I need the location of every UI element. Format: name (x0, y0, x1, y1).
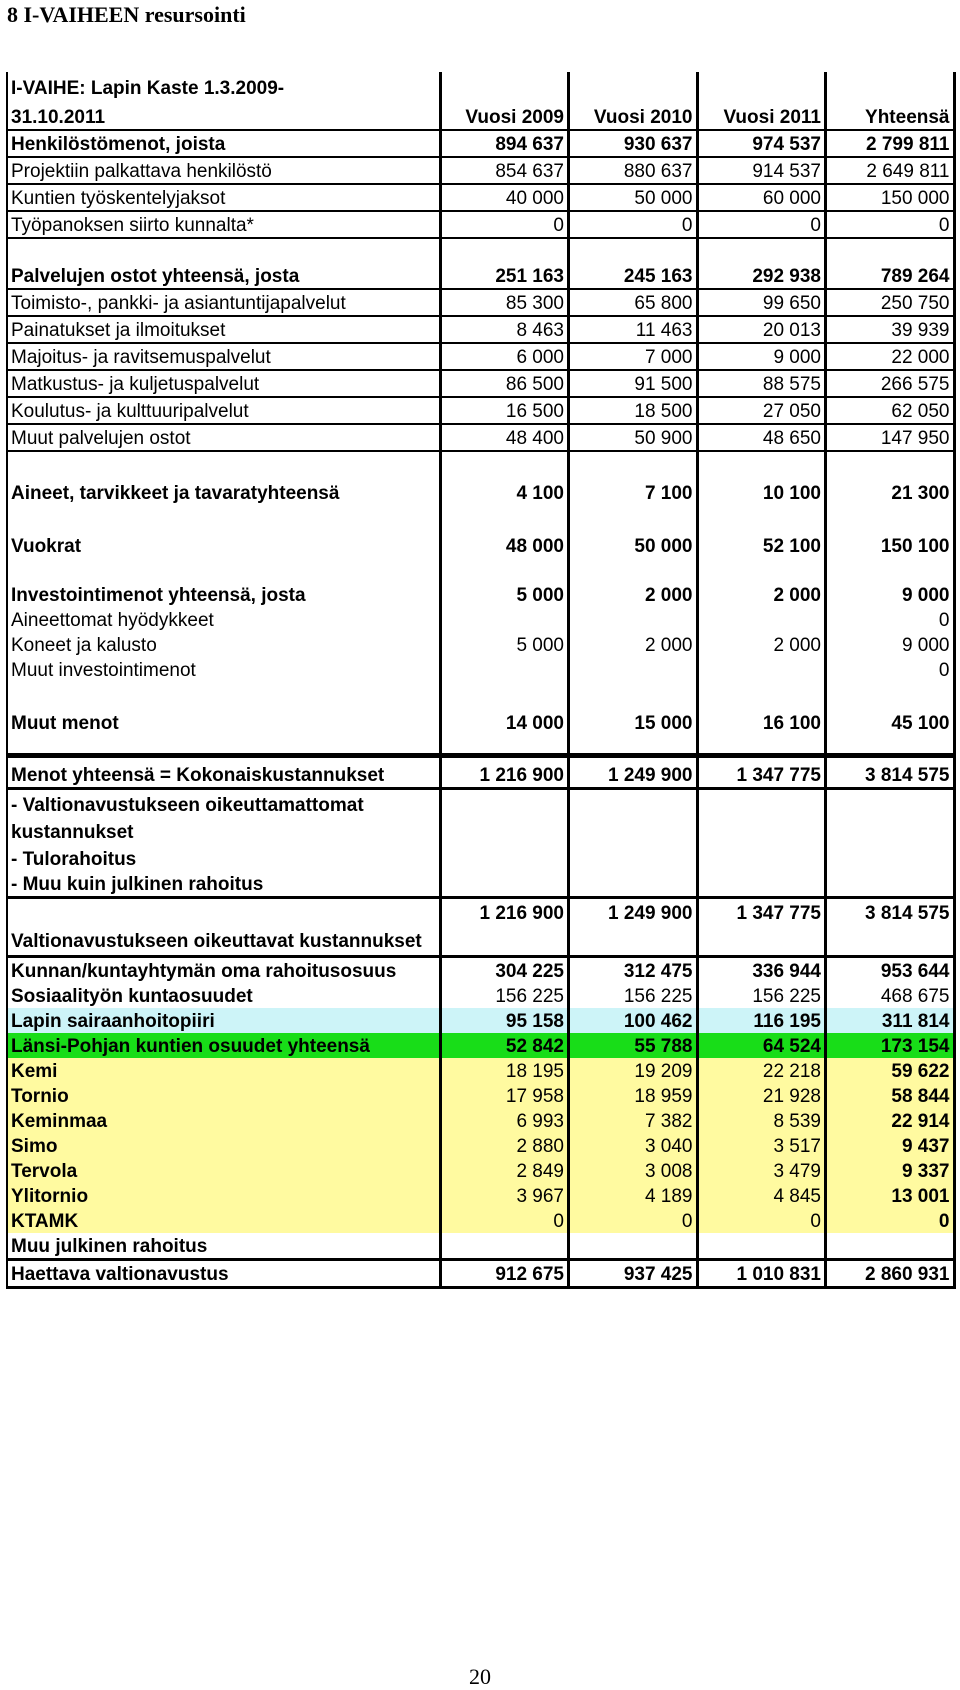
table-row (7, 1083, 954, 1108)
row-value: 173 154 (826, 1033, 955, 1058)
spacer-cell (7, 451, 440, 476)
table-title-line2: 31.10.2011 (7, 100, 440, 130)
row-value: 336 944 (697, 957, 826, 984)
row-value (697, 1233, 826, 1260)
row-value: 3 814 575 (826, 756, 955, 789)
row-label: KTAMK (7, 1208, 440, 1233)
table-row (7, 632, 954, 657)
spacer-cell (7, 735, 440, 756)
row-value (697, 846, 826, 871)
table-row (7, 1058, 954, 1083)
row-value (440, 789, 569, 847)
row-value (440, 871, 569, 898)
row-label: Aineettomat hyödykkeet (7, 607, 440, 632)
row-value: 16 100 (697, 706, 826, 735)
row-value: 15 000 (569, 706, 698, 735)
row-label: Kemi (7, 1058, 440, 1083)
row-value: 27 050 (697, 397, 826, 424)
row-label: Painatukset ja ilmoitukset (7, 316, 440, 343)
spacer-cell (7, 558, 440, 582)
row-value: 21 300 (826, 476, 955, 505)
row-value: 39 939 (826, 316, 955, 343)
spacer-cell (569, 451, 698, 476)
row-value: 0 (569, 1208, 698, 1233)
table-row (7, 706, 954, 735)
row-value: 2 860 931 (826, 1260, 955, 1288)
table-row (7, 846, 954, 871)
spacer-row (7, 682, 954, 706)
row-value (440, 846, 569, 871)
row-value: 52 100 (697, 529, 826, 558)
table-row (7, 657, 954, 682)
row-value (826, 1233, 955, 1260)
row-value: 64 524 (697, 1033, 826, 1058)
row-value (569, 789, 698, 847)
row-value: 953 644 (826, 957, 955, 984)
row-value: 2 849 (440, 1158, 569, 1183)
row-label: Muut palvelujen ostot (7, 424, 440, 451)
row-value: 22 218 (697, 1058, 826, 1083)
column-header: Vuosi 2011 (697, 100, 826, 130)
row-value: 18 500 (569, 397, 698, 424)
row-value: 50 900 (569, 424, 698, 451)
row-label: Haettava valtionavustus (7, 1260, 440, 1288)
row-label: - Valtionavustukseen oikeuttamattomat kustannukset (7, 789, 440, 847)
row-label: Menot yhteensä = Kokonaiskustannukset (7, 756, 440, 789)
row-value: 4 845 (697, 1183, 826, 1208)
row-label: Investointimenot yhteensä, josta (7, 582, 440, 607)
row-value: 266 575 (826, 370, 955, 397)
column-header: Yhteensä (826, 100, 955, 130)
spacer-cell (826, 558, 955, 582)
row-value (826, 789, 955, 847)
row-value: 14 000 (440, 706, 569, 735)
row-value: 5 000 (440, 582, 569, 607)
spacer-cell (826, 238, 955, 263)
row-label: Keminmaa (7, 1108, 440, 1133)
row-label: Simo (7, 1133, 440, 1158)
row-value: 86 500 (440, 370, 569, 397)
row-label: Matkustus- ja kuljetuspalvelut (7, 370, 440, 397)
row-label: Vuokrat (7, 529, 440, 558)
row-value: 930 637 (569, 130, 698, 157)
spacer-cell (697, 451, 826, 476)
row-value: 22 000 (826, 343, 955, 370)
row-value: 2 799 811 (826, 130, 955, 157)
row-value (697, 607, 826, 632)
table-row (7, 1260, 954, 1288)
row-label: Kuntien työskentelyjaksot (7, 184, 440, 211)
row-value (826, 871, 955, 898)
row-value: 0 (569, 211, 698, 238)
row-label: Toimisto-, pankki- ja asiantuntijapalvelut (7, 289, 440, 316)
table-row (7, 529, 954, 558)
row-value: 0 (826, 607, 955, 632)
spacer-row (7, 451, 954, 476)
row-value: 3 517 (697, 1133, 826, 1158)
row-value: 789 264 (826, 263, 955, 289)
row-label: Palvelujen ostot yhteensä, josta (7, 263, 440, 289)
table-row (7, 607, 954, 632)
row-value: 3 814 575 (826, 898, 955, 957)
spacer-cell (697, 558, 826, 582)
row-value: 854 637 (440, 157, 569, 184)
row-value: 0 (826, 211, 955, 238)
table-row (7, 424, 954, 451)
row-value: 55 788 (569, 1033, 698, 1058)
row-value: 19 209 (569, 1058, 698, 1083)
row-value: 50 000 (569, 529, 698, 558)
spacer-cell (697, 735, 826, 756)
row-value (569, 607, 698, 632)
row-value: 914 537 (697, 157, 826, 184)
row-value: 974 537 (697, 130, 826, 157)
row-value: 17 958 (440, 1083, 569, 1108)
table-row (7, 370, 954, 397)
row-value: 251 163 (440, 263, 569, 289)
spacer-cell (569, 505, 698, 529)
row-value: 62 050 (826, 397, 955, 424)
row-value: 9 000 (826, 632, 955, 657)
table-row (7, 582, 954, 607)
row-value: 8 463 (440, 316, 569, 343)
table-row (7, 1108, 954, 1133)
row-value: 1 249 900 (569, 756, 698, 789)
row-value: 22 914 (826, 1108, 955, 1133)
row-value: 0 (440, 211, 569, 238)
spacer-cell (7, 505, 440, 529)
row-value: 0 (440, 1208, 569, 1233)
row-value: 147 950 (826, 424, 955, 451)
table-row (7, 397, 954, 424)
row-value: 311 814 (826, 1008, 955, 1033)
row-value: 9 000 (697, 343, 826, 370)
row-value: 1 216 900 (440, 756, 569, 789)
row-value (569, 657, 698, 682)
row-value: 0 (826, 657, 955, 682)
spacer-cell (826, 735, 955, 756)
table-row (7, 184, 954, 211)
row-value: 88 575 (697, 370, 826, 397)
row-value (697, 871, 826, 898)
table-row (7, 1158, 954, 1183)
row-value: 18 195 (440, 1058, 569, 1083)
row-label: Ylitornio (7, 1183, 440, 1208)
row-value: 1 347 775 (697, 898, 826, 957)
row-label: Kunnan/kuntayhtymän oma rahoitusosuus (7, 957, 440, 984)
row-value: 3 008 (569, 1158, 698, 1183)
row-label: Koneet ja kalusto (7, 632, 440, 657)
row-value: 48 000 (440, 529, 569, 558)
row-value: 1 347 775 (697, 756, 826, 789)
row-label: Länsi-Pohjan kuntien osuudet yhteensä (7, 1033, 440, 1058)
row-value: 2 880 (440, 1133, 569, 1158)
row-value: 11 463 (569, 316, 698, 343)
row-label: Tornio (7, 1083, 440, 1108)
table-row (7, 157, 954, 184)
spacer-cell (440, 505, 569, 529)
spacer-cell (569, 682, 698, 706)
spacer-cell (7, 682, 440, 706)
row-value: 18 959 (569, 1083, 698, 1108)
row-value (440, 1233, 569, 1260)
resource-table (6, 72, 956, 1289)
row-value: 1 216 900 (440, 898, 569, 957)
table-row (7, 289, 954, 316)
row-value: 6 000 (440, 343, 569, 370)
table-row (7, 1008, 954, 1033)
spacer-cell (826, 451, 955, 476)
row-value: 2 000 (697, 582, 826, 607)
row-value: 116 195 (697, 1008, 826, 1033)
row-value (697, 657, 826, 682)
table-row (7, 789, 954, 847)
row-label: Majoitus- ja ravitsemuspalvelut (7, 343, 440, 370)
row-value: 6 993 (440, 1108, 569, 1133)
spacer-cell (697, 682, 826, 706)
table-row (7, 983, 954, 1008)
row-label: Muu julkinen rahoitus (7, 1233, 440, 1260)
row-value: 3 479 (697, 1158, 826, 1183)
spacer-cell (440, 558, 569, 582)
row-label: Lapin sairaanhoitopiiri (7, 1008, 440, 1033)
row-value: 9 437 (826, 1133, 955, 1158)
table-row (7, 756, 954, 789)
row-value: 7 100 (569, 476, 698, 505)
row-value: 156 225 (697, 983, 826, 1008)
spacer-row (7, 558, 954, 582)
page-number: 20 (469, 1664, 491, 1689)
row-value: 99 650 (697, 289, 826, 316)
table-row (7, 957, 954, 984)
row-label: Muut menot (7, 706, 440, 735)
spacer-cell (440, 451, 569, 476)
row-value: 100 462 (569, 1008, 698, 1033)
spacer-cell (7, 238, 440, 263)
row-label: Aineet, tarvikkeet ja tavaratyhteensä (7, 476, 440, 505)
row-value (440, 657, 569, 682)
row-label: Sosiaalityön kuntaosuudet (7, 983, 440, 1008)
row-value: 45 100 (826, 706, 955, 735)
row-value: 65 800 (569, 289, 698, 316)
table-row (7, 898, 954, 957)
row-value: 468 675 (826, 983, 955, 1008)
row-value: 0 (697, 1208, 826, 1233)
table-row (7, 263, 954, 289)
row-value: 85 300 (440, 289, 569, 316)
row-value: 95 158 (440, 1008, 569, 1033)
row-value: 8 539 (697, 1108, 826, 1133)
row-value: 2 000 (569, 632, 698, 657)
row-value: 52 842 (440, 1033, 569, 1058)
row-value: 20 013 (697, 316, 826, 343)
row-value: 10 100 (697, 476, 826, 505)
table-row (7, 476, 954, 505)
row-value: 2 649 811 (826, 157, 955, 184)
row-value: 150 000 (826, 184, 955, 211)
row-value (569, 1233, 698, 1260)
spacer-cell (569, 558, 698, 582)
spacer-cell (569, 735, 698, 756)
spacer-cell (826, 505, 955, 529)
row-value: 21 928 (697, 1083, 826, 1108)
table-row (7, 316, 954, 343)
row-value: 48 400 (440, 424, 569, 451)
table-row (7, 1183, 954, 1208)
section-heading: 8 I-VAIHEEN resursointi (7, 2, 246, 27)
row-value: 2 000 (697, 632, 826, 657)
table-row (7, 1208, 954, 1233)
table-row (7, 1133, 954, 1158)
row-value: 292 938 (697, 263, 826, 289)
column-header: Vuosi 2009 (440, 100, 569, 130)
row-value: 60 000 (697, 184, 826, 211)
row-value (569, 846, 698, 871)
row-label: Valtionavustukseen oikeuttavat kustannukset (7, 898, 440, 957)
row-value: 1 010 831 (697, 1260, 826, 1288)
row-value: 91 500 (569, 370, 698, 397)
row-value: 7 382 (569, 1108, 698, 1133)
row-value: 880 637 (569, 157, 698, 184)
row-value: 50 000 (569, 184, 698, 211)
table-row (7, 343, 954, 370)
table-row (7, 1233, 954, 1260)
row-value: 1 249 900 (569, 898, 698, 957)
row-value: 156 225 (440, 983, 569, 1008)
table-row (7, 871, 954, 898)
row-value: 4 100 (440, 476, 569, 505)
row-value (440, 607, 569, 632)
row-value: 304 225 (440, 957, 569, 984)
row-value: 150 100 (826, 529, 955, 558)
row-value: 58 844 (826, 1083, 955, 1108)
column-header: Vuosi 2010 (569, 100, 698, 130)
row-label: - Muu kuin julkinen rahoitus (7, 871, 440, 898)
row-label: Projektiin palkattava henkilöstö (7, 157, 440, 184)
row-value: 0 (697, 211, 826, 238)
row-value: 4 189 (569, 1183, 698, 1208)
row-value: 13 001 (826, 1183, 955, 1208)
row-value: 894 637 (440, 130, 569, 157)
table-row (7, 211, 954, 238)
row-value: 937 425 (569, 1260, 698, 1288)
row-value (569, 871, 698, 898)
row-value: 250 750 (826, 289, 955, 316)
row-value: 2 000 (569, 582, 698, 607)
row-value: 5 000 (440, 632, 569, 657)
row-value: 7 000 (569, 343, 698, 370)
row-label: - Tulorahoitus (7, 846, 440, 871)
spacer-cell (697, 505, 826, 529)
spacer-cell (440, 682, 569, 706)
row-label: Tervola (7, 1158, 440, 1183)
spacer-cell (826, 682, 955, 706)
row-value: 3 967 (440, 1183, 569, 1208)
spacer-cell (697, 238, 826, 263)
row-value (697, 789, 826, 847)
row-label: Työpanoksen siirto kunnalta* (7, 211, 440, 238)
spacer-row (7, 735, 954, 756)
row-label: Henkilöstömenot, joista (7, 130, 440, 157)
row-label: Muut investointimenot (7, 657, 440, 682)
row-value: 40 000 (440, 184, 569, 211)
row-value: 16 500 (440, 397, 569, 424)
row-value: 312 475 (569, 957, 698, 984)
row-value (826, 846, 955, 871)
spacer-cell (569, 238, 698, 263)
row-value: 245 163 (569, 263, 698, 289)
spacer-cell (440, 735, 569, 756)
table-row (7, 130, 954, 157)
row-value: 9 000 (826, 582, 955, 607)
spacer-cell (440, 238, 569, 263)
table-row (7, 1033, 954, 1058)
row-value: 3 040 (569, 1133, 698, 1158)
table-title-line1: I-VAIHE: Lapin Kaste 1.3.2009- (7, 72, 440, 100)
row-value: 9 337 (826, 1158, 955, 1183)
row-label: Koulutus- ja kulttuuripalvelut (7, 397, 440, 424)
row-value: 0 (826, 1208, 955, 1233)
row-value: 48 650 (697, 424, 826, 451)
spacer-row (7, 238, 954, 263)
row-value: 156 225 (569, 983, 698, 1008)
spacer-row (7, 505, 954, 529)
row-value: 59 622 (826, 1058, 955, 1083)
row-value: 912 675 (440, 1260, 569, 1288)
